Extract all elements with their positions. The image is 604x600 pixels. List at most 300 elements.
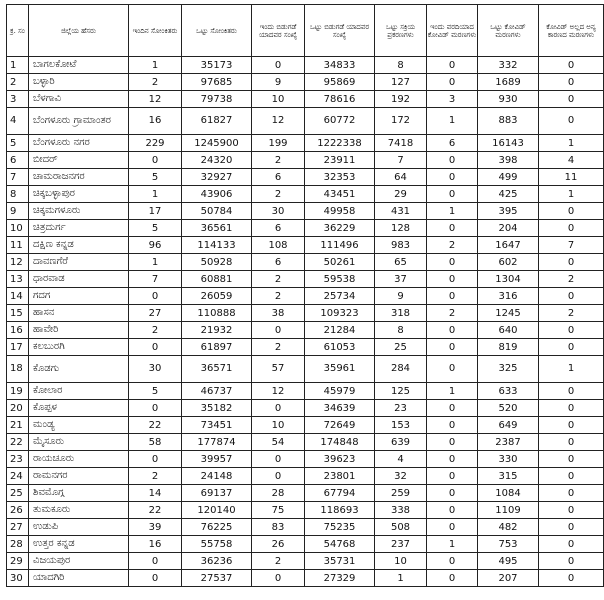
table-row — [7, 417, 604, 434]
district-name-cell: ವಿಜಯಪುರ — [29, 553, 129, 570]
total-discharged-cell: 35731 — [305, 553, 375, 570]
table-row — [7, 553, 604, 570]
serial-cell: 29 — [7, 553, 29, 570]
total-discharged-cell: 118693 — [305, 502, 375, 519]
table-row — [7, 108, 604, 135]
other-deaths-cell: 4 — [539, 152, 604, 169]
total-discharged-cell: 27329 — [305, 570, 375, 587]
active-cases-cell: 284 — [375, 356, 427, 383]
table-row — [7, 57, 604, 74]
other-deaths-cell: 0 — [539, 220, 604, 237]
district-name-cell: ಶಿವಮೊಗ್ಗ — [29, 485, 129, 502]
serial-cell: 21 — [7, 417, 29, 434]
today-discharged-cell: 30 — [252, 203, 305, 220]
total-cases-cell: 46737 — [182, 383, 252, 400]
today-deaths-cell: 0 — [427, 186, 478, 203]
today-deaths-cell: 1 — [427, 383, 478, 400]
serial-cell: 22 — [7, 434, 29, 451]
other-deaths-cell: 7 — [539, 237, 604, 254]
today-deaths-cell: 0 — [427, 417, 478, 434]
district-name-cell: ಕಲಬುರಗಿ — [29, 339, 129, 356]
other-deaths-cell: 0 — [539, 91, 604, 108]
serial-cell: 6 — [7, 152, 29, 169]
today-deaths-cell: 2 — [427, 237, 478, 254]
table-row — [7, 468, 604, 485]
other-deaths-cell: 0 — [539, 383, 604, 400]
active-cases-cell: 8 — [375, 57, 427, 74]
today-discharged-cell: 0 — [252, 468, 305, 485]
other-deaths-cell: 2 — [539, 305, 604, 322]
active-cases-cell: 8 — [375, 322, 427, 339]
district-name-cell: ಹಾವೇರಿ — [29, 322, 129, 339]
other-deaths-cell: 0 — [539, 553, 604, 570]
today-deaths-cell: 0 — [427, 169, 478, 186]
total-cases-cell: 32927 — [182, 169, 252, 186]
district-name-cell: ದಾವಣಗೆರೆ — [29, 254, 129, 271]
serial-cell: 30 — [7, 570, 29, 587]
today-deaths-cell: 0 — [427, 451, 478, 468]
total-discharged-cell: 75235 — [305, 519, 375, 536]
district-name-cell: ಬೀದರ್ — [29, 152, 129, 169]
today-discharged-cell: 6 — [252, 169, 305, 186]
active-cases-cell: 983 — [375, 237, 427, 254]
total-discharged-cell: 21284 — [305, 322, 375, 339]
other-deaths-cell: 0 — [539, 108, 604, 135]
other-deaths-cell: 0 — [539, 434, 604, 451]
serial-cell: 19 — [7, 383, 29, 400]
today-deaths-cell: 1 — [427, 536, 478, 553]
today-cases-cell: 12 — [129, 91, 182, 108]
other-deaths-cell: 0 — [539, 74, 604, 91]
serial-cell: 14 — [7, 288, 29, 305]
total-deaths-cell: 649 — [478, 417, 539, 434]
total-cases-cell: 69137 — [182, 485, 252, 502]
total-discharged-cell: 95869 — [305, 74, 375, 91]
total-deaths-cell: 316 — [478, 288, 539, 305]
other-deaths-cell: 0 — [539, 288, 604, 305]
active-cases-cell: 192 — [375, 91, 427, 108]
total-deaths-cell: 640 — [478, 322, 539, 339]
today-cases-cell: 0 — [129, 400, 182, 417]
today-cases-cell: 7 — [129, 271, 182, 288]
district-name-cell: ಕೋಲಾರ — [29, 383, 129, 400]
header-active-cases: ಒಟ್ಟು ಸಕ್ರಿಯ ಪ್ರಕರಣಗಳು — [375, 5, 427, 57]
today-cases-cell: 30 — [129, 356, 182, 383]
today-cases-cell: 229 — [129, 135, 182, 152]
total-cases-cell: 55758 — [182, 536, 252, 553]
today-discharged-cell: 2 — [252, 288, 305, 305]
total-discharged-cell: 50261 — [305, 254, 375, 271]
district-name-cell: ಹಾಸನ — [29, 305, 129, 322]
total-cases-cell: 1245900 — [182, 135, 252, 152]
other-deaths-cell: 0 — [539, 570, 604, 587]
total-deaths-cell: 2387 — [478, 434, 539, 451]
table-row — [7, 305, 604, 322]
total-discharged-cell: 109323 — [305, 305, 375, 322]
active-cases-cell: 32 — [375, 468, 427, 485]
serial-cell: 10 — [7, 220, 29, 237]
total-deaths-cell: 207 — [478, 570, 539, 587]
other-deaths-cell: 0 — [539, 203, 604, 220]
today-discharged-cell: 199 — [252, 135, 305, 152]
active-cases-cell: 25 — [375, 339, 427, 356]
active-cases-cell: 125 — [375, 383, 427, 400]
header-total-deaths: ಒಟ್ಟು ಕೋವಿಡ್ ಮರಣಗಳು — [478, 5, 539, 57]
total-deaths-cell: 1647 — [478, 237, 539, 254]
serial-cell: 5 — [7, 135, 29, 152]
serial-cell: 12 — [7, 254, 29, 271]
serial-cell: 2 — [7, 74, 29, 91]
today-deaths-cell: 6 — [427, 135, 478, 152]
total-deaths-cell: 398 — [478, 152, 539, 169]
total-deaths-cell: 395 — [478, 203, 539, 220]
other-deaths-cell: 1 — [539, 356, 604, 383]
table-row — [7, 536, 604, 553]
today-discharged-cell: 10 — [252, 91, 305, 108]
serial-cell: 11 — [7, 237, 29, 254]
table-row — [7, 203, 604, 220]
today-discharged-cell: 0 — [252, 451, 305, 468]
total-deaths-cell: 315 — [478, 468, 539, 485]
other-deaths-cell: 1 — [539, 186, 604, 203]
today-deaths-cell: 0 — [427, 468, 478, 485]
active-cases-cell: 65 — [375, 254, 427, 271]
today-deaths-cell: 0 — [427, 356, 478, 383]
today-cases-cell: 2 — [129, 74, 182, 91]
serial-cell: 7 — [7, 169, 29, 186]
today-cases-cell: 1 — [129, 186, 182, 203]
total-cases-cell: 21932 — [182, 322, 252, 339]
today-discharged-cell: 0 — [252, 570, 305, 587]
total-cases-cell: 26059 — [182, 288, 252, 305]
district-name-cell: ಬೆಂಗಳೂರು ಗ್ರಾಮಾಂತರ — [29, 108, 129, 135]
total-discharged-cell: 23801 — [305, 468, 375, 485]
total-deaths-cell: 1304 — [478, 271, 539, 288]
today-discharged-cell: 6 — [252, 254, 305, 271]
district-name-cell: ಬಳ್ಳಾರಿ — [29, 74, 129, 91]
total-cases-cell: 177874 — [182, 434, 252, 451]
serial-cell: 27 — [7, 519, 29, 536]
district-name-cell: ಧಾರವಾಡ — [29, 271, 129, 288]
today-discharged-cell: 6 — [252, 220, 305, 237]
today-deaths-cell: 0 — [427, 152, 478, 169]
total-deaths-cell: 325 — [478, 356, 539, 383]
table-row — [7, 400, 604, 417]
active-cases-cell: 318 — [375, 305, 427, 322]
total-cases-cell: 61897 — [182, 339, 252, 356]
today-deaths-cell: 0 — [427, 74, 478, 91]
table-row — [7, 288, 604, 305]
total-discharged-cell: 61053 — [305, 339, 375, 356]
total-deaths-cell: 753 — [478, 536, 539, 553]
today-discharged-cell: 0 — [252, 57, 305, 74]
other-deaths-cell: 0 — [539, 485, 604, 502]
total-cases-cell: 60881 — [182, 271, 252, 288]
total-discharged-cell: 34833 — [305, 57, 375, 74]
table-row — [7, 356, 604, 383]
other-deaths-cell: 0 — [539, 400, 604, 417]
serial-cell: 9 — [7, 203, 29, 220]
table-row — [7, 570, 604, 587]
serial-cell: 3 — [7, 91, 29, 108]
total-deaths-cell: 1109 — [478, 502, 539, 519]
today-deaths-cell: 0 — [427, 288, 478, 305]
total-deaths-cell: 883 — [478, 108, 539, 135]
total-deaths-cell: 819 — [478, 339, 539, 356]
other-deaths-cell: 0 — [539, 339, 604, 356]
total-deaths-cell: 482 — [478, 519, 539, 536]
total-deaths-cell: 330 — [478, 451, 539, 468]
total-deaths-cell: 499 — [478, 169, 539, 186]
other-deaths-cell: 0 — [539, 57, 604, 74]
active-cases-cell: 127 — [375, 74, 427, 91]
total-discharged-cell: 72649 — [305, 417, 375, 434]
active-cases-cell: 64 — [375, 169, 427, 186]
table-row — [7, 254, 604, 271]
other-deaths-cell: 0 — [539, 254, 604, 271]
today-deaths-cell: 0 — [427, 271, 478, 288]
active-cases-cell: 237 — [375, 536, 427, 553]
active-cases-cell: 7418 — [375, 135, 427, 152]
today-deaths-cell: 0 — [427, 400, 478, 417]
table-header — [7, 5, 604, 57]
district-name-cell: ಚಿಕ್ಕಮಗಳೂರು — [29, 203, 129, 220]
active-cases-cell: 23 — [375, 400, 427, 417]
today-deaths-cell: 0 — [427, 519, 478, 536]
today-discharged-cell: 54 — [252, 434, 305, 451]
today-cases-cell: 1 — [129, 254, 182, 271]
active-cases-cell: 7 — [375, 152, 427, 169]
other-deaths-cell: 1 — [539, 135, 604, 152]
serial-cell: 1 — [7, 57, 29, 74]
other-deaths-cell: 0 — [539, 519, 604, 536]
today-discharged-cell: 2 — [252, 186, 305, 203]
total-discharged-cell: 78616 — [305, 91, 375, 108]
other-deaths-cell: 0 — [539, 536, 604, 553]
district-name-cell: ಉಡುಪಿ — [29, 519, 129, 536]
table-row — [7, 169, 604, 186]
district-name-cell: ಚಾಮರಾಜನಗರ — [29, 169, 129, 186]
total-deaths-cell: 930 — [478, 91, 539, 108]
header-today-deaths: ಇಂದು ವರದಿಯಾದ ಕೋವಿಡ್ ಮರಣಗಳು — [427, 5, 478, 57]
serial-cell: 23 — [7, 451, 29, 468]
total-discharged-cell: 111496 — [305, 237, 375, 254]
active-cases-cell: 128 — [375, 220, 427, 237]
total-discharged-cell: 45979 — [305, 383, 375, 400]
today-discharged-cell: 108 — [252, 237, 305, 254]
table-row — [7, 237, 604, 254]
active-cases-cell: 37 — [375, 271, 427, 288]
total-cases-cell: 36236 — [182, 553, 252, 570]
today-deaths-cell: 0 — [427, 502, 478, 519]
total-discharged-cell: 23911 — [305, 152, 375, 169]
today-cases-cell: 0 — [129, 288, 182, 305]
today-discharged-cell: 57 — [252, 356, 305, 383]
today-cases-cell: 0 — [129, 451, 182, 468]
total-deaths-cell: 602 — [478, 254, 539, 271]
serial-cell: 13 — [7, 271, 29, 288]
table-row — [7, 519, 604, 536]
active-cases-cell: 9 — [375, 288, 427, 305]
today-cases-cell: 2 — [129, 468, 182, 485]
district-name-cell: ಚಿತ್ರದುರ್ಗ — [29, 220, 129, 237]
district-name-cell: ರಾಮನಗರ — [29, 468, 129, 485]
today-cases-cell: 27 — [129, 305, 182, 322]
district-name-cell: ಗದಗ — [29, 288, 129, 305]
total-deaths-cell: 16143 — [478, 135, 539, 152]
today-deaths-cell: 0 — [427, 57, 478, 74]
other-deaths-cell: 11 — [539, 169, 604, 186]
today-discharged-cell: 12 — [252, 383, 305, 400]
total-cases-cell: 35173 — [182, 57, 252, 74]
table-row — [7, 74, 604, 91]
today-cases-cell: 5 — [129, 220, 182, 237]
table-row — [7, 339, 604, 356]
total-cases-cell: 76225 — [182, 519, 252, 536]
today-discharged-cell: 26 — [252, 536, 305, 553]
today-cases-cell: 22 — [129, 417, 182, 434]
district-name-cell: ತುಮಕೂರು — [29, 502, 129, 519]
today-discharged-cell: 12 — [252, 108, 305, 135]
today-discharged-cell: 38 — [252, 305, 305, 322]
district-name-cell: ಮಂಡ್ಯ — [29, 417, 129, 434]
table-row — [7, 322, 604, 339]
total-discharged-cell: 25734 — [305, 288, 375, 305]
today-cases-cell: 0 — [129, 553, 182, 570]
total-cases-cell: 35182 — [182, 400, 252, 417]
total-deaths-cell: 1245 — [478, 305, 539, 322]
active-cases-cell: 172 — [375, 108, 427, 135]
today-deaths-cell: 0 — [427, 485, 478, 502]
table-row — [7, 451, 604, 468]
total-discharged-cell: 59538 — [305, 271, 375, 288]
total-deaths-cell: 1084 — [478, 485, 539, 502]
today-cases-cell: 1 — [129, 57, 182, 74]
serial-cell: 4 — [7, 108, 29, 135]
table-row — [7, 271, 604, 288]
serial-cell: 18 — [7, 356, 29, 383]
today-deaths-cell: 0 — [427, 570, 478, 587]
district-name-cell: ಯಾದಗಿರಿ — [29, 570, 129, 587]
total-discharged-cell: 43451 — [305, 186, 375, 203]
total-discharged-cell: 174848 — [305, 434, 375, 451]
total-discharged-cell: 54768 — [305, 536, 375, 553]
table-row — [7, 91, 604, 108]
total-deaths-cell: 332 — [478, 57, 539, 74]
today-discharged-cell: 2 — [252, 271, 305, 288]
serial-cell: 26 — [7, 502, 29, 519]
header-total-discharged: ಒಟ್ಟು ಬಿಡುಗಡೆ ಯಾದವರ ಸಂಖ್ಯೆ — [305, 5, 375, 57]
total-cases-cell: 24148 — [182, 468, 252, 485]
total-cases-cell: 24320 — [182, 152, 252, 169]
today-discharged-cell: 75 — [252, 502, 305, 519]
today-cases-cell: 0 — [129, 570, 182, 587]
table-row — [7, 383, 604, 400]
header-total-cases: ಒಟ್ಟು ಸೋಂಕಿತರು — [182, 5, 252, 57]
table-row — [7, 135, 604, 152]
total-deaths-cell: 633 — [478, 383, 539, 400]
table-row — [7, 152, 604, 169]
today-cases-cell: 0 — [129, 152, 182, 169]
serial-cell: 15 — [7, 305, 29, 322]
total-deaths-cell: 1689 — [478, 74, 539, 91]
active-cases-cell: 639 — [375, 434, 427, 451]
table-row — [7, 485, 604, 502]
today-deaths-cell: 1 — [427, 203, 478, 220]
total-cases-cell: 79738 — [182, 91, 252, 108]
other-deaths-cell: 0 — [539, 451, 604, 468]
total-discharged-cell: 67794 — [305, 485, 375, 502]
total-deaths-cell: 204 — [478, 220, 539, 237]
active-cases-cell: 1 — [375, 570, 427, 587]
today-discharged-cell: 2 — [252, 339, 305, 356]
today-deaths-cell: 0 — [427, 553, 478, 570]
other-deaths-cell: 0 — [539, 468, 604, 485]
total-discharged-cell: 39623 — [305, 451, 375, 468]
total-deaths-cell: 425 — [478, 186, 539, 203]
today-cases-cell: 2 — [129, 322, 182, 339]
active-cases-cell: 29 — [375, 186, 427, 203]
today-cases-cell: 39 — [129, 519, 182, 536]
total-deaths-cell: 520 — [478, 400, 539, 417]
other-deaths-cell: 0 — [539, 502, 604, 519]
today-discharged-cell: 9 — [252, 74, 305, 91]
today-cases-cell: 22 — [129, 502, 182, 519]
total-discharged-cell: 60772 — [305, 108, 375, 135]
active-cases-cell: 10 — [375, 553, 427, 570]
today-deaths-cell: 0 — [427, 220, 478, 237]
total-cases-cell: 50784 — [182, 203, 252, 220]
today-cases-cell: 16 — [129, 536, 182, 553]
today-discharged-cell: 10 — [252, 417, 305, 434]
today-discharged-cell: 83 — [252, 519, 305, 536]
header-other-deaths: ಕೋವಿಡ್ ಅಲ್ಲದ ಅನ್ಯ ಕಾರಣದ ಮರಣಗಳು — [539, 5, 604, 57]
total-discharged-cell: 49958 — [305, 203, 375, 220]
header-today-cases: ಇಂದಿನ ಸೋಂಕಿತರು — [129, 5, 182, 57]
today-deaths-cell: 2 — [427, 305, 478, 322]
total-cases-cell: 110888 — [182, 305, 252, 322]
other-deaths-cell: 0 — [539, 322, 604, 339]
total-cases-cell: 36571 — [182, 356, 252, 383]
active-cases-cell: 4 — [375, 451, 427, 468]
header-serial: ಕ್ರ. ಸಂ — [7, 5, 29, 57]
total-cases-cell: 73451 — [182, 417, 252, 434]
today-discharged-cell: 28 — [252, 485, 305, 502]
today-discharged-cell: 0 — [252, 400, 305, 417]
other-deaths-cell: 0 — [539, 417, 604, 434]
header-row — [7, 5, 604, 57]
today-cases-cell: 5 — [129, 383, 182, 400]
total-cases-cell: 27537 — [182, 570, 252, 587]
total-cases-cell: 50928 — [182, 254, 252, 271]
district-name-cell: ಬೆಳಗಾವಿ — [29, 91, 129, 108]
district-name-cell: ದಕ್ಷಿಣ ಕನ್ನಡ — [29, 237, 129, 254]
active-cases-cell: 153 — [375, 417, 427, 434]
today-cases-cell: 17 — [129, 203, 182, 220]
total-cases-cell: 36561 — [182, 220, 252, 237]
today-cases-cell: 96 — [129, 237, 182, 254]
serial-cell: 28 — [7, 536, 29, 553]
today-cases-cell: 0 — [129, 339, 182, 356]
total-cases-cell: 39957 — [182, 451, 252, 468]
district-name-cell: ಮೈಸೂರು — [29, 434, 129, 451]
total-cases-cell: 120140 — [182, 502, 252, 519]
header-today-discharged: ಇಂದು ಬಿಡುಗಡೆ ಯಾದವರ ಸಂಖ್ಯೆ — [252, 5, 305, 57]
total-discharged-cell: 32353 — [305, 169, 375, 186]
serial-cell: 8 — [7, 186, 29, 203]
table-row — [7, 434, 604, 451]
today-discharged-cell: 2 — [252, 152, 305, 169]
